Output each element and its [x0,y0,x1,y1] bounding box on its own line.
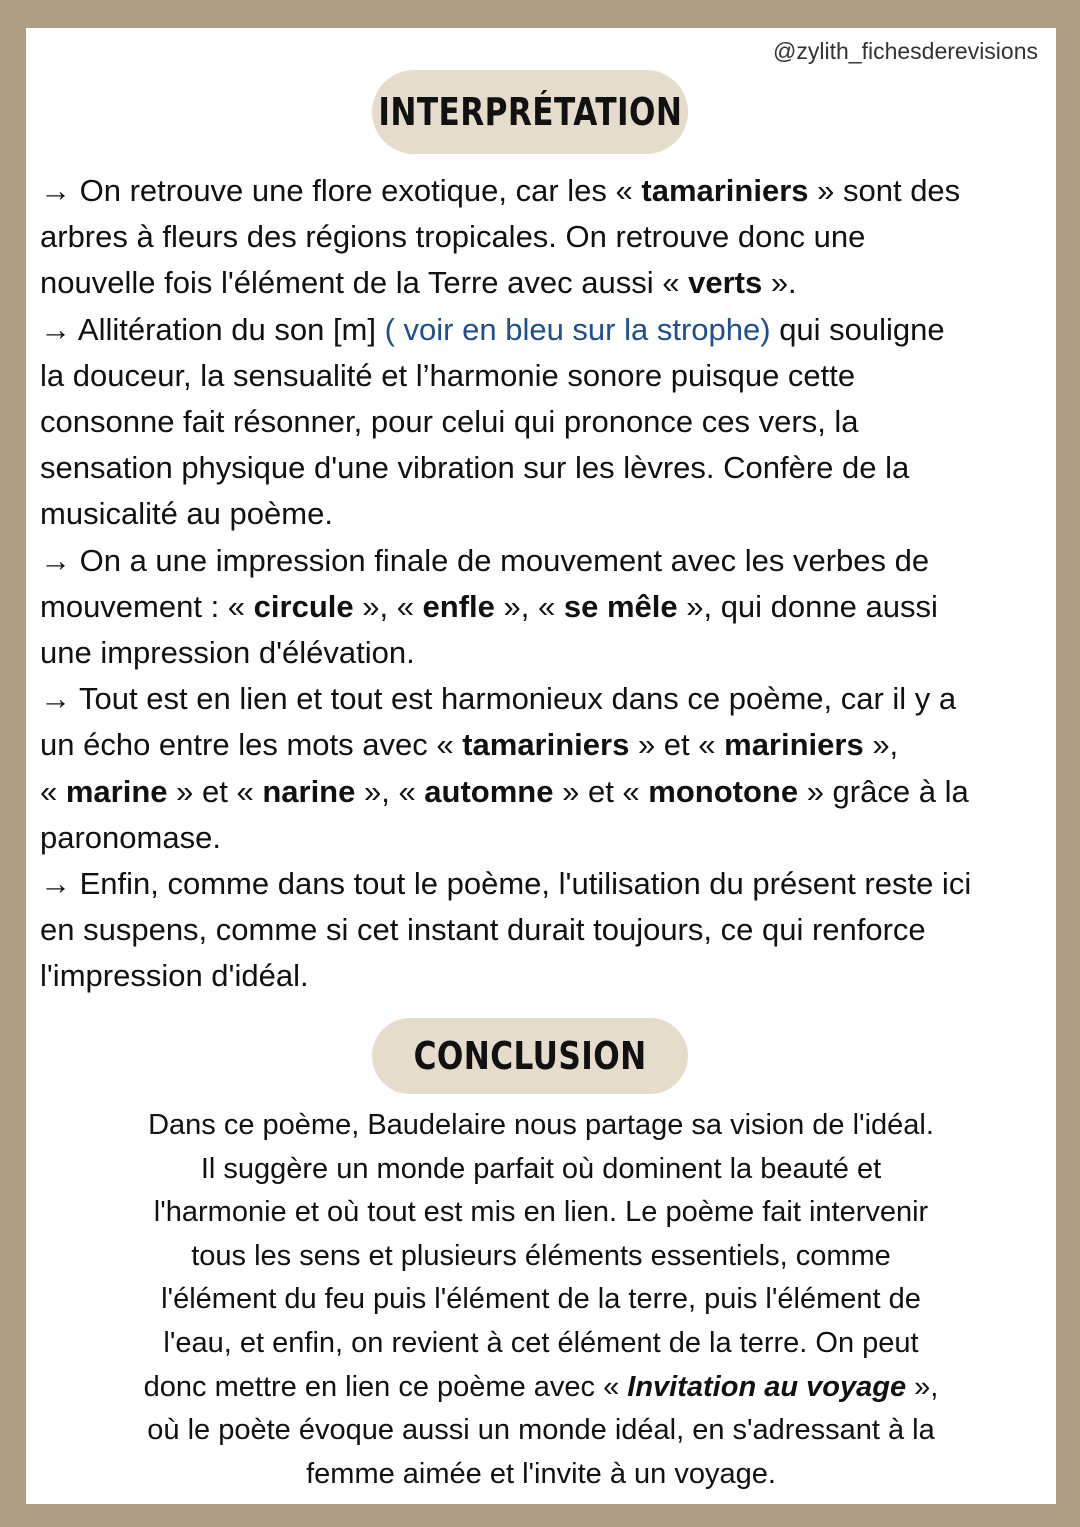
conclusion-body [26,1104,1056,1496]
p3-line-2: mouvement : « circule », « enfle », « se mêle », qui donne aussi [40,588,938,624]
conclusion-line-2: Il suggère un monde parfait où dominent la beauté et [200,1152,882,1185]
p2-line-5: musicalité au poème. [40,496,333,532]
conclusion-heading [372,1018,688,1094]
watermark-handle: @zylith_fichesderevisions [773,38,1038,64]
p1-line-1: → On retrouve une flore exotique, car les « tamariniers » sont des [40,173,961,208]
p5-line-3: l'impression d'idéal. [40,958,309,994]
interpretation-body [40,168,1050,1000]
conclusion-title: CONCLUSION [413,1034,647,1078]
conclusion-line-7: donc mettre en lien ce poème avec « Invitation au voyage », [143,1370,939,1403]
p5-line-2: en suspens, comme si cet instant durait toujours, ce qui renforce [40,912,926,948]
p4-line-1: → Tout est en lien et tout est harmonieux dans ce poème, car il y a [40,681,957,717]
p2-line-3: consonne fait résonner, pour celui qui prononce ces vers, la [40,404,859,440]
conclusion-line-4: tous les sens et plusieurs éléments essentiels, comme [191,1239,891,1272]
p3-line-3: une impression d'élévation. [40,635,415,671]
blue-note: ( voir en bleu sur la strophe) [384,311,771,347]
p2-line-1: → Allitération du son [m] ( voir en bleu sur la strophe) qui souligne [40,311,945,347]
p4-line-4: paronomase. [40,819,221,855]
interpretation-heading [372,70,688,154]
p3-line-1: → On a une impression finale de mouvement avec les verbes de [40,542,930,578]
conclusion-line-1: Dans ce poème, Baudelaire nous partage sa vision de l'idéal. [148,1109,934,1141]
interpretation-title: INTERPRÉTATION [377,90,683,134]
conclusion-line-6: l'eau, et enfin, on revient à cet élément de la terre. On peut [163,1326,919,1359]
conclusion-line-9: femme aimée et l'invite à un voyage. [306,1457,776,1490]
p5-line-1: → Enfin, comme dans tout le poème, l'utilisation du présent reste ici [40,866,972,902]
p2-line-4: sensation physique d'une vibration sur les lèvres. Confère de la [40,450,910,486]
p4-line-2: un écho entre les mots avec « tamariniers » et « mariniers », [40,727,899,763]
conclusion-line-3: l'harmonie et où tout est mis en lien. Le poème fait intervenir [153,1196,929,1229]
conclusion-line-5: l'élément du feu puis l'élément de la terre, puis l'élément de [161,1283,921,1316]
poem-title: Invitation au voyage [627,1370,907,1403]
p2-line-2: la douceur, la sensualité et l’harmonie sonore puisque cette [40,357,856,393]
p1-line-3: nouvelle fois l'élément de la Terre avec aussi « verts ». [40,265,797,301]
p1-line-2: arbres à fleurs des régions tropicales. On retrouve donc une [40,219,866,255]
page-sheet [26,28,1056,1504]
p4-line-3: « marine » et « narine », « automne » et « monotone » grâce à la [40,773,969,809]
conclusion-line-8: où le poète évoque aussi un monde idéal, en s'adressant à la [147,1414,935,1447]
